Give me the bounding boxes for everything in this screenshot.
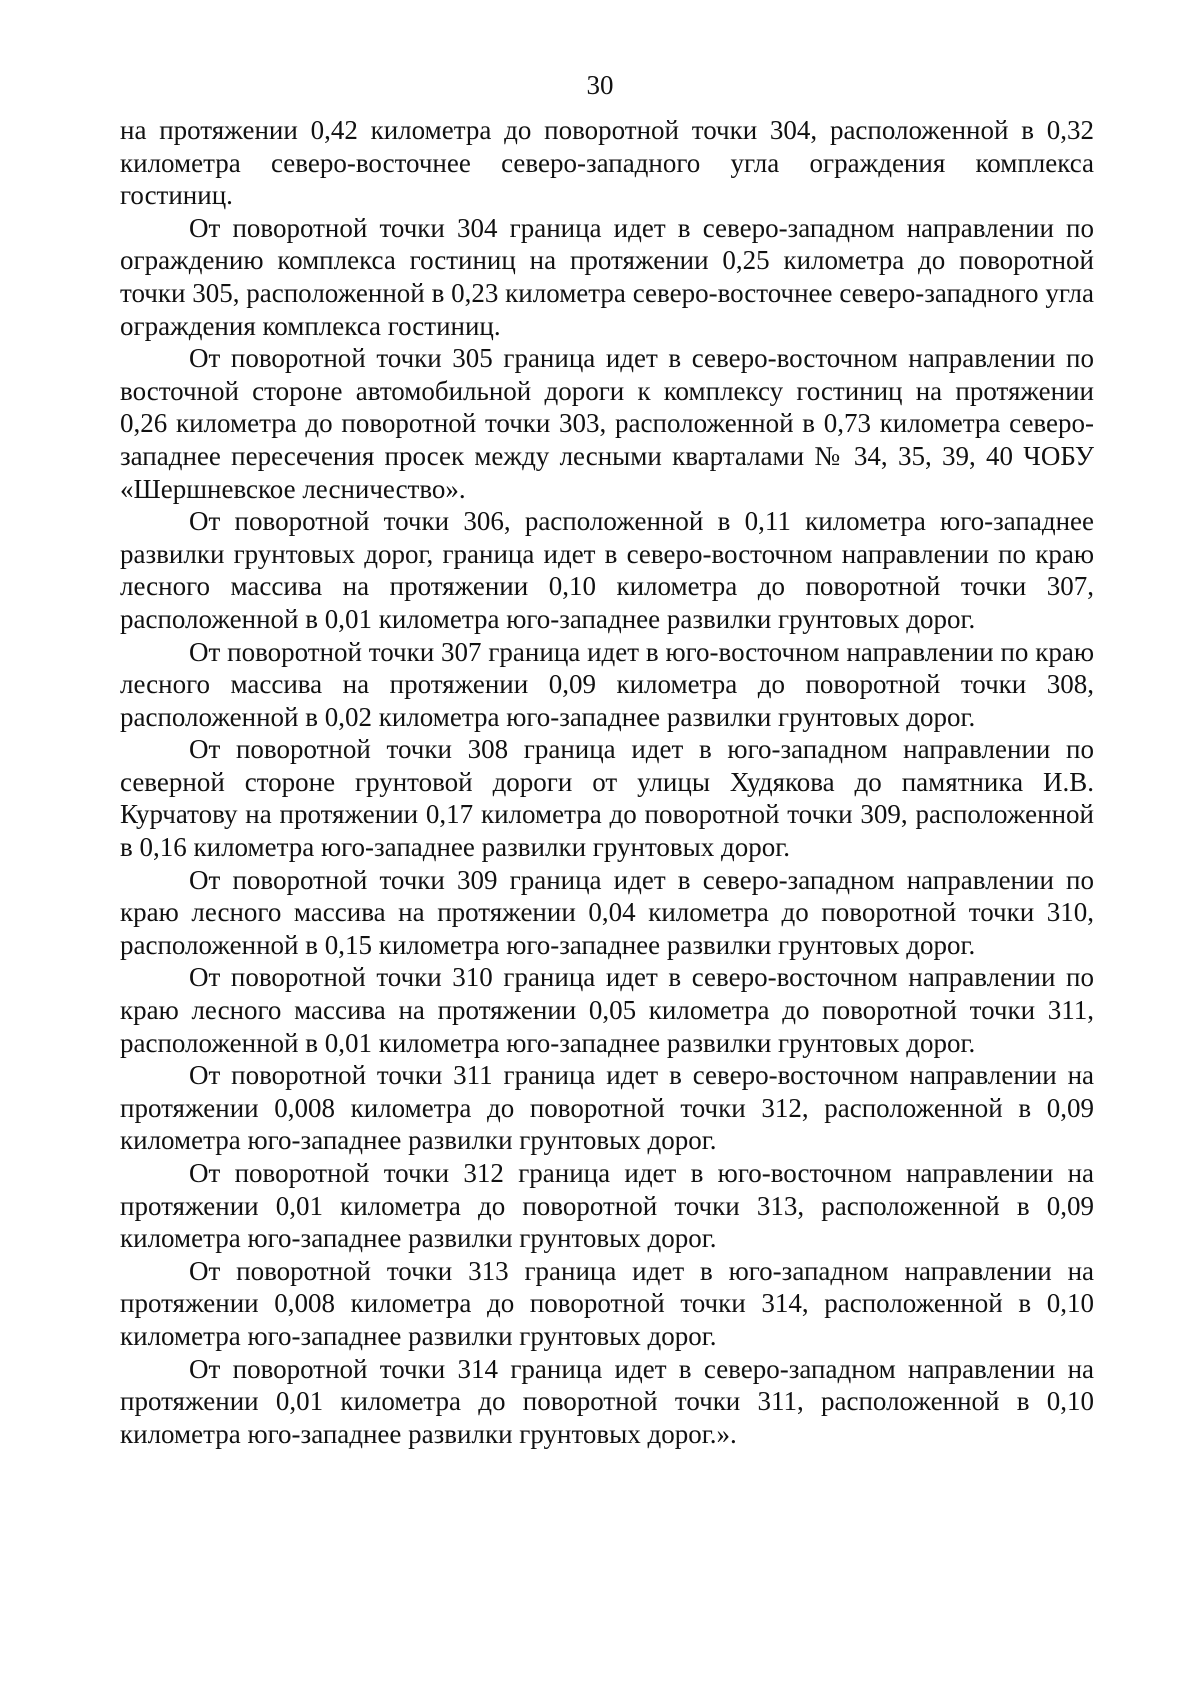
paragraph-point-313: От поворотной точки 313 граница идет в юго-западном направлении на протяжении 0,008 километра до поворотной точки 314, расположенной в 0,10 километра юго-западнее развилки грунтовых дорог.	[120, 1255, 1094, 1351]
paragraph-point-305: От поворотной точки 305 граница идет в северо-восточном направлении по восточной стороне автомобильной дороги к комплексу гостиниц на протяжении 0,26 километра до поворотной точки 303, расположенной в 0,73 километра северо-западнее пересечения просек между лесными кварталами № 34, 35, 39, 40 ЧОБУ «Шершневское лесничество».	[120, 343, 1094, 504]
paragraph-continuation: на протяжении 0,42 километра до поворотной точки 304, расположенной в 0,32 километра северо-восточнее северо-западного угла ограждения комплекса гостиниц.	[120, 115, 1094, 211]
paragraph-point-312: От поворотной точки 312 граница идет в юго-восточном направлении на протяжении 0,01 километра до поворотной точки 313, расположенной в 0,09 километра юго-западнее развилки грунтовых дорог.	[120, 1158, 1094, 1254]
paragraph-point-310: От поворотной точки 310 граница идет в северо-восточном направлении по краю лесного массива на протяжении 0,05 километра до поворотной точки 311, расположенной в 0,01 километра юго-западнее развилки грунтовых дорог.	[120, 962, 1094, 1058]
paragraph-point-306: От поворотной точки 306, расположенной в 0,11 километра юго-западнее развилки грунтовых дорог, граница идет в северо-восточном направлении по краю лесного массива на протяжении 0,10 километра до поворотной точки 307, расположенной в 0,01 километра юго-западнее развилки грунтовых дорог.	[120, 506, 1094, 634]
paragraph-point-308: От поворотной точки 308 граница идет в юго-западном направлении по северной стороне грунтовой дороги от улицы Худякова до памятника И.В. Курчатову на протяжении 0,17 километра до поворотной точки 309, расположенной в 0,16 километра юго-западнее развилки грунтовых дорог.	[120, 734, 1094, 863]
document-body	[120, 114, 1094, 1450]
paragraph-point-311: От поворотной точки 311 граница идет в северо-восточном направлении на протяжении 0,008 километра до поворотной точки 312, расположенной в 0,09 километра юго-западнее развилки грунтовых дорог.	[120, 1060, 1094, 1156]
page-number: 30	[586, 70, 614, 100]
paragraph-point-304: От поворотной точки 304 граница идет в северо-западном направлении по ограждению комплекса гостиниц на протяжении 0,25 километра до поворотной точки 305, расположенной в 0,23 километра северо-восточнее северо-западного угла ограждения комплекса гостиниц.	[120, 212, 1094, 341]
paragraph-point-307: От поворотной точки 307 граница идет в юго-восточном направлении по краю лесного массива на протяжении 0,09 километра до поворотной точки 308, расположенной в 0,02 километра юго-западнее развилки грунтовых дорог.	[120, 636, 1094, 732]
paragraph-point-309: От поворотной точки 309 граница идет в северо-западном направлении по краю лесного массива на протяжении 0,04 километра до поворотной точки 310, расположенной в 0,15 километра юго-западнее развилки грунтовых дорог.	[120, 864, 1094, 960]
paragraph-point-314: От поворотной точки 314 граница идет в северо-западном направлении на протяжении 0,01 километра до поворотной точки 311, расположенной в 0,10 километра юго-западнее развилки грунтовых дорог.».	[120, 1353, 1094, 1449]
